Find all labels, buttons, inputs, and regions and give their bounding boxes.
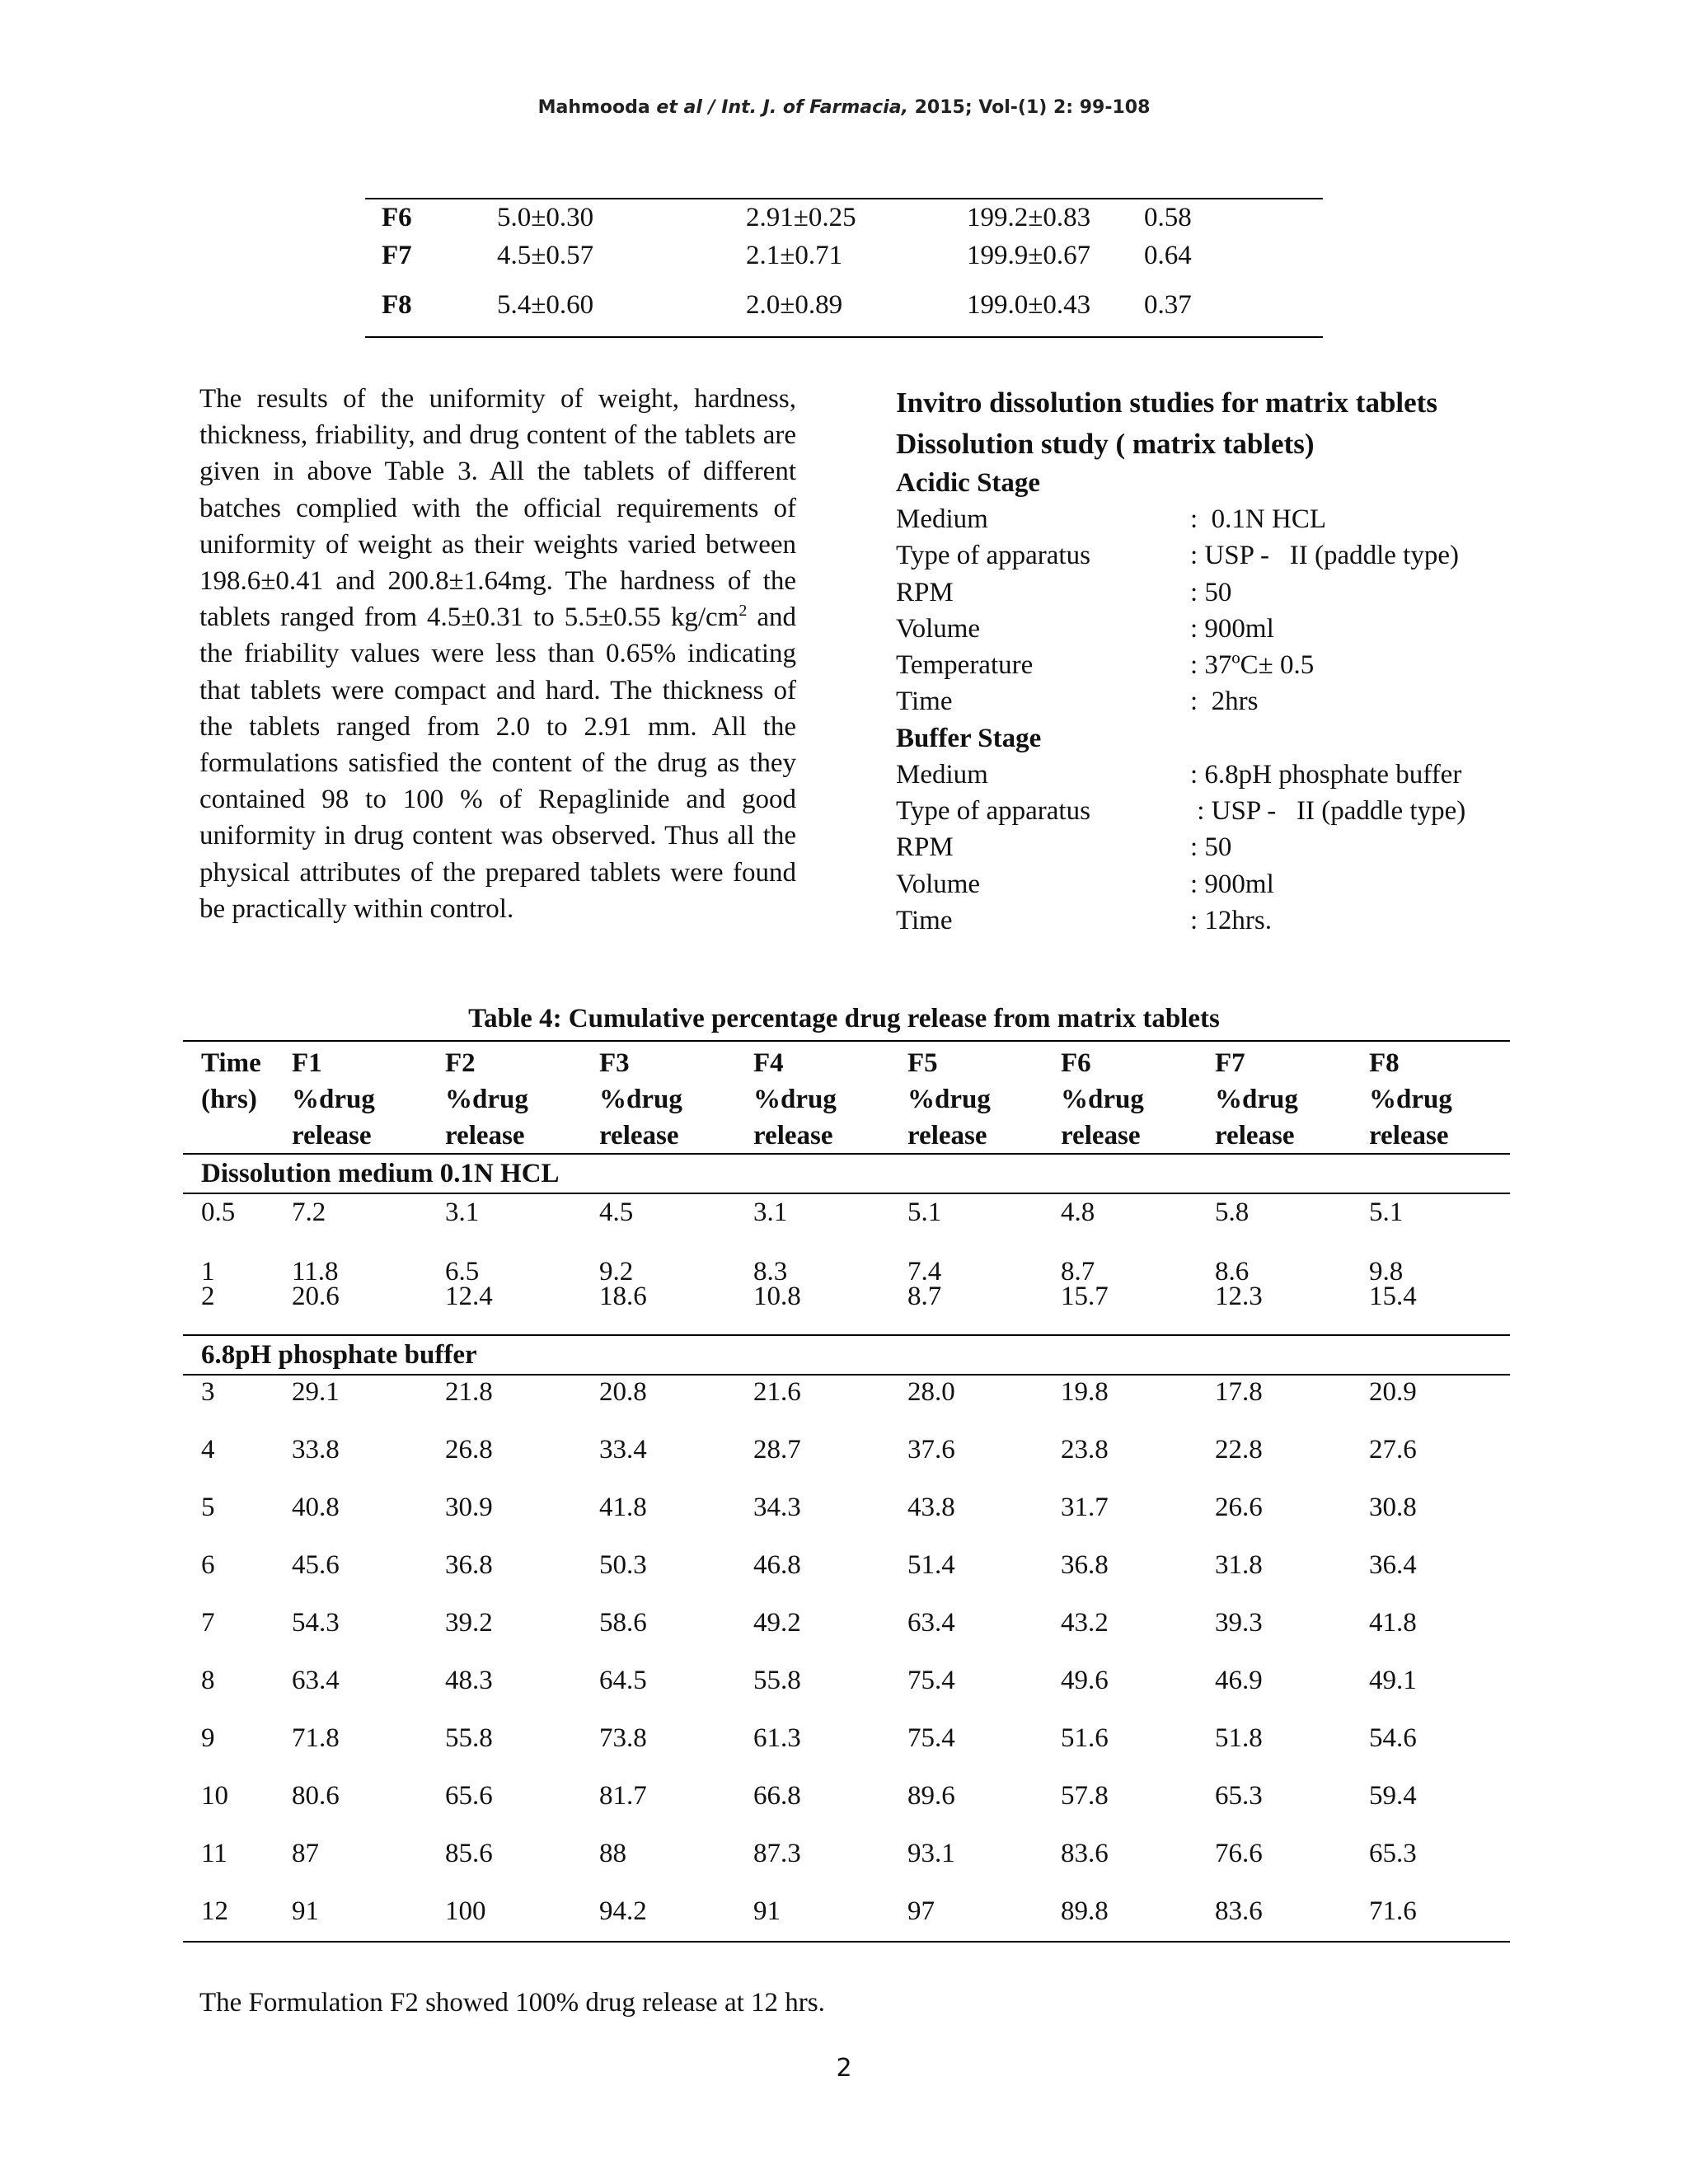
table-row: [183, 1245, 1510, 1286]
table-cell: 5.8: [1215, 1197, 1250, 1227]
table-cell: 63.4: [907, 1608, 955, 1638]
table-cell: 4.8: [1061, 1197, 1095, 1227]
table-row: [183, 1662, 1510, 1720]
table4-bottom-rule: [183, 1941, 1510, 1943]
table-cell: 34.3: [753, 1493, 801, 1522]
parameter-row: [896, 574, 1489, 611]
table-cell: 5.0±0.30: [497, 203, 594, 232]
table-cell: 39.2: [445, 1608, 493, 1638]
column-header: [445, 1045, 528, 1154]
table-cell: 43.2: [1061, 1608, 1109, 1638]
table-cell: 100: [445, 1896, 486, 1926]
column-header: [907, 1045, 991, 1154]
header-journal: / Int. J. of Farmacia,: [708, 97, 908, 118]
table-cell: 8.6: [1215, 1257, 1250, 1286]
parameter-value: : 50: [1190, 577, 1232, 607]
buffer-rows: [183, 1376, 1510, 1941]
table-cell: 199.2±0.83: [967, 203, 1091, 232]
column-header-line: Time: [201, 1048, 261, 1078]
table-cell: 51.4: [907, 1550, 955, 1580]
table-cell: 39.3: [1215, 1608, 1263, 1638]
table-cell: 65.3: [1369, 1839, 1417, 1868]
parameter-label: Volume: [896, 869, 981, 899]
parameter-row: [896, 902, 1489, 939]
table-cell: 83.6: [1061, 1839, 1109, 1868]
column-header-line: F6: [1061, 1048, 1091, 1078]
table-cell: F6: [382, 203, 412, 232]
parameter-value: : 37ºC± 0.5: [1190, 650, 1315, 681]
table-cell: 51.6: [1061, 1723, 1109, 1753]
table-cell: 55.8: [445, 1723, 493, 1753]
table-row: [183, 1432, 1510, 1489]
table-cell: 5.1: [907, 1197, 942, 1227]
column-header: [1369, 1045, 1452, 1154]
parameter-value: : 50: [1190, 832, 1232, 863]
parameter-value: : 12hrs.: [1190, 905, 1272, 935]
column-header: [599, 1045, 682, 1154]
table-cell: 19.8: [1061, 1377, 1109, 1407]
table-cell: 2.0±0.89: [746, 290, 843, 320]
column-header-line: F3: [599, 1048, 630, 1078]
column-header-line: %drug: [753, 1085, 837, 1114]
table-cell: 94.2: [599, 1896, 647, 1926]
table-cell: 55.8: [753, 1666, 801, 1695]
table-cell: 20.9: [1369, 1377, 1417, 1407]
table-cell: 71.6: [1369, 1896, 1417, 1926]
table-cell: 85.6: [445, 1839, 493, 1868]
table-cell: 41.8: [599, 1493, 647, 1522]
table-row: [365, 203, 1323, 241]
table-cell: 88: [599, 1839, 626, 1868]
column-header-line: release: [599, 1121, 679, 1151]
parameter-row: [896, 683, 1489, 719]
table-cell: 4.5±0.57: [497, 241, 594, 270]
table-cell: 18.6: [599, 1282, 647, 1311]
table-cell: 54.3: [292, 1608, 340, 1638]
table-cell: 199.9±0.67: [967, 241, 1091, 270]
table4-header: [183, 1042, 1510, 1153]
table-cell: 33.8: [292, 1435, 340, 1465]
table-cell: 30.9: [445, 1493, 493, 1522]
table-cell: 75.4: [907, 1666, 955, 1695]
parameter-row: [896, 866, 1489, 902]
table4-caption: Table 4: Cumulative percentage drug release from matrix tablets: [468, 1004, 1220, 1033]
table-cell: 30.8: [1369, 1493, 1417, 1522]
table-row: [183, 1720, 1510, 1778]
table-cell: 28.0: [907, 1377, 955, 1407]
column-header-line: %drug: [1215, 1085, 1298, 1114]
column-header-line: release: [445, 1121, 525, 1151]
parameter-value: : 900ml: [1190, 869, 1274, 899]
table-cell: 10: [201, 1781, 228, 1811]
table-cell: 5: [201, 1493, 215, 1522]
table-cell: 54.6: [1369, 1723, 1417, 1753]
table-cell: 36.8: [1061, 1550, 1109, 1580]
table-cell: 7.4: [907, 1257, 942, 1286]
table-cell: 26.8: [445, 1435, 493, 1465]
table3-bottom-rule: [365, 336, 1323, 338]
paragraph-text: and the friability values were less than 0.65% indicating that tablets were compact and hard. The thickness of the tablets ranged from 2.0 to 2.91 mm. All the formulations satisfied the content of the drug as they contained 98 to 100 % of Repaglinide and good uniformity in drug content was observed. Thus all the physical attributes of the prepared tablets were found be practically within control.: [199, 602, 796, 924]
column-header-line: %drug: [907, 1085, 991, 1114]
table-cell: 58.6: [599, 1608, 647, 1638]
table-cell: 36.8: [445, 1550, 493, 1580]
table-cell: 15.7: [1061, 1282, 1109, 1311]
table-cell: 76.6: [1215, 1839, 1263, 1868]
table-cell: 3.1: [753, 1197, 788, 1227]
column-header: [1215, 1045, 1298, 1154]
parameter-label: Medium: [896, 504, 988, 534]
table-cell: 46.9: [1215, 1666, 1263, 1695]
column-header-line: release: [1369, 1121, 1449, 1151]
table-cell: 50.3: [599, 1550, 647, 1580]
table-cell: 49.2: [753, 1608, 801, 1638]
table-cell: 8.7: [1061, 1257, 1095, 1286]
running-header: [0, 97, 1688, 118]
column-header-line: (hrs): [201, 1085, 257, 1114]
table-cell: 26.6: [1215, 1493, 1263, 1522]
table-row: [365, 241, 1323, 290]
table-cell: 5.1: [1369, 1197, 1404, 1227]
table-cell: F8: [382, 290, 412, 320]
table-cell: 63.4: [292, 1666, 340, 1695]
parameter-value: : 0.1N HCL: [1190, 504, 1326, 534]
table-cell: 40.8: [292, 1493, 340, 1522]
column-header-line: F7: [1215, 1048, 1245, 1078]
table-cell: 10.8: [753, 1282, 801, 1311]
table-cell: 31.7: [1061, 1493, 1109, 1522]
table-cell: 87: [292, 1839, 319, 1868]
table-cell: 3.1: [445, 1197, 480, 1227]
column-header-line: release: [907, 1121, 987, 1151]
table-cell: 0.58: [1144, 203, 1192, 232]
table-cell: 6: [201, 1550, 215, 1580]
parameter-row: [896, 501, 1489, 537]
table-row: [183, 1194, 1510, 1245]
parameter-label: Temperature: [896, 650, 1034, 681]
parameter-value: : USP - II (paddle type): [1190, 796, 1466, 827]
table-cell: 36.4: [1369, 1550, 1417, 1580]
table-cell: 21.8: [445, 1377, 493, 1407]
column-header-line: F2: [445, 1048, 476, 1078]
column-header-line: release: [292, 1121, 372, 1151]
footnote: The Formulation F2 showed 100% drug release at 12 hrs.: [199, 1988, 825, 2018]
table-cell: 51.8: [1215, 1723, 1263, 1753]
parameter-row: [896, 537, 1489, 574]
table-cell: 93.1: [907, 1839, 955, 1868]
table-cell: 66.8: [753, 1781, 801, 1811]
acidic-stage-list: [896, 501, 1489, 720]
table-cell: 12.4: [445, 1282, 493, 1311]
parameter-label: Time: [896, 687, 953, 717]
results-paragraph: [199, 381, 796, 927]
table-cell: 87.3: [753, 1839, 801, 1868]
column-header-line: %drug: [599, 1085, 682, 1114]
parameter-label: Type of apparatus: [896, 541, 1090, 571]
parameter-value: : USP - II (paddle type): [1190, 541, 1459, 571]
buffer-stage-list: [896, 757, 1489, 939]
table-cell: 1: [201, 1257, 215, 1286]
table-cell: 91: [292, 1896, 319, 1926]
table-cell: 49.6: [1061, 1666, 1109, 1695]
table-cell: 29.1: [292, 1377, 340, 1407]
column-header-line: %drug: [1061, 1085, 1144, 1114]
dissolution-section: [896, 382, 1489, 939]
table-cell: 7.2: [292, 1197, 326, 1227]
parameter-value: : 900ml: [1190, 613, 1274, 644]
table3-continued: [365, 198, 1323, 338]
table-row: [365, 290, 1323, 336]
column-header: [292, 1045, 375, 1154]
parameter-label: Medium: [896, 759, 988, 790]
header-etal: et al: [656, 97, 702, 118]
column-header-line: F1: [292, 1048, 322, 1078]
table-cell: 41.8: [1369, 1608, 1417, 1638]
table-cell: 17.8: [1215, 1377, 1263, 1407]
table-cell: 0.37: [1144, 290, 1192, 320]
table-cell: 59.4: [1369, 1781, 1417, 1811]
table-cell: 0.5: [201, 1197, 236, 1227]
table-cell: 33.4: [599, 1435, 647, 1465]
table-cell: 2.91±0.25: [746, 203, 856, 232]
table-row: [183, 1282, 1510, 1334]
table-cell: 89.6: [907, 1781, 955, 1811]
table-cell: 20.8: [599, 1377, 647, 1407]
page-number: 2: [836, 2054, 852, 2083]
column-header: [201, 1045, 261, 1154]
table-row: [183, 1489, 1510, 1547]
column-header-line: F4: [753, 1048, 784, 1078]
column-header: [1061, 1045, 1144, 1154]
section-buffer-label: 6.8pH phosphate buffer: [201, 1340, 477, 1370]
paragraph-text: The results of the uniformity of weight, hardness, thickness, friability, and drug content of the tablets are given in above Table 3. All the tablets of different batches complied with the official requirements of uniformity of weight as their weights varied between 198.6±0.41 and 200.8±1.64mg. The hardness of the tablets ranged from 4.5±0.31 to 5.5±0.55 kg/cm: [199, 384, 796, 633]
column-header-line: [201, 1118, 261, 1154]
table-cell: 64.5: [599, 1666, 647, 1695]
parameter-row: [896, 611, 1489, 647]
acid-rows: [183, 1194, 1510, 1334]
table-cell: 8.7: [907, 1282, 942, 1311]
table-cell: 71.8: [292, 1723, 340, 1753]
dissolution-title: Invitro dissolution studies for matrix tablets: [896, 387, 1437, 419]
parameter-label: Time: [896, 905, 953, 935]
column-header-line: F8: [1369, 1048, 1400, 1078]
table-cell: 37.6: [907, 1435, 955, 1465]
parameter-value: : 2hrs: [1190, 687, 1259, 717]
table-cell: 89.8: [1061, 1896, 1109, 1926]
table-cell: 43.8: [907, 1493, 955, 1522]
column-header: [753, 1045, 837, 1154]
column-header-line: %drug: [292, 1085, 375, 1114]
column-header-line: release: [1061, 1121, 1141, 1151]
column-header-line: F5: [907, 1048, 938, 1078]
parameter-value: : 6.8pH phosphate buffer: [1190, 759, 1462, 790]
table-cell: 12.3: [1215, 1282, 1263, 1311]
parameter-row: [896, 647, 1489, 683]
table-cell: 91: [753, 1896, 781, 1926]
table-cell: 0.64: [1144, 241, 1192, 270]
table-cell: 28.7: [753, 1435, 801, 1465]
table-cell: 27.6: [1369, 1435, 1417, 1465]
table-cell: 20.6: [292, 1282, 340, 1311]
table-cell: 199.0±0.43: [967, 290, 1091, 320]
table-cell: F7: [382, 241, 412, 270]
table-cell: 9: [201, 1723, 215, 1753]
table-cell: 15.4: [1369, 1282, 1417, 1311]
buffer-stage-heading: Buffer Stage: [896, 723, 1042, 753]
table-cell: 49.1: [1369, 1666, 1417, 1695]
acidic-stage-heading: Acidic Stage: [896, 468, 1041, 498]
table-cell: 8.3: [753, 1257, 788, 1286]
table-cell: 7: [201, 1608, 215, 1638]
parameter-label: Volume: [896, 613, 981, 644]
table-cell: 5.4±0.60: [497, 290, 594, 320]
table-cell: 11: [201, 1839, 227, 1868]
column-header-line: %drug: [445, 1085, 528, 1114]
table-row: [183, 1547, 1510, 1605]
table-cell: 11.8: [292, 1257, 339, 1286]
table-cell: 9.8: [1369, 1257, 1404, 1286]
table-cell: 57.8: [1061, 1781, 1109, 1811]
table-cell: 75.4: [907, 1723, 955, 1753]
table-cell: 2: [201, 1282, 215, 1311]
paragraph-superscript: 2: [738, 602, 748, 621]
header-authors: Mahmooda: [537, 97, 650, 118]
parameter-label: Type of apparatus: [896, 796, 1090, 827]
table-cell: 97: [907, 1896, 935, 1926]
table-cell: 2.1±0.71: [746, 241, 843, 270]
table-row: [183, 1376, 1510, 1432]
column-header-line: release: [1215, 1121, 1295, 1151]
table-cell: 3: [201, 1377, 215, 1407]
table-cell: 23.8: [1061, 1435, 1109, 1465]
table-cell: 46.8: [753, 1550, 801, 1580]
table-row: [183, 1893, 1510, 1941]
table-cell: 4: [201, 1435, 215, 1465]
table-row: [183, 1835, 1510, 1893]
header-rest: 2015; Vol-(1) 2: 99-108: [907, 97, 1151, 118]
parameter-row: [896, 757, 1489, 793]
table-cell: 4.5: [599, 1197, 634, 1227]
table-cell: 45.6: [292, 1550, 340, 1580]
table-cell: 22.8: [1215, 1435, 1263, 1465]
table-cell: 21.6: [753, 1377, 801, 1407]
table-cell: 83.6: [1215, 1896, 1263, 1926]
table-cell: 81.7: [599, 1781, 647, 1811]
table-cell: 9.2: [599, 1257, 634, 1286]
parameter-row: [896, 829, 1489, 865]
table-cell: 61.3: [753, 1723, 801, 1753]
table-cell: 73.8: [599, 1723, 647, 1753]
table-cell: 6.5: [445, 1257, 480, 1286]
table-row: [183, 1605, 1510, 1662]
table-cell: 12: [201, 1896, 228, 1926]
parameter-label: RPM: [896, 832, 954, 863]
parameter-row: [896, 793, 1489, 829]
table-cell: 65.3: [1215, 1781, 1263, 1811]
column-header-line: release: [753, 1121, 833, 1151]
table-row: [183, 1778, 1510, 1835]
section-acid-label: Dissolution medium 0.1N HCL: [201, 1159, 560, 1188]
table-cell: 48.3: [445, 1666, 493, 1695]
table-cell: 65.6: [445, 1781, 493, 1811]
dissolution-subtitle: Dissolution study ( matrix tablets): [896, 428, 1315, 460]
table-cell: 8: [201, 1666, 215, 1695]
table-cell: 31.8: [1215, 1550, 1263, 1580]
table4: [183, 1040, 1510, 1943]
table-cell: 80.6: [292, 1781, 340, 1811]
column-header-line: %drug: [1369, 1085, 1452, 1114]
parameter-label: RPM: [896, 577, 954, 607]
